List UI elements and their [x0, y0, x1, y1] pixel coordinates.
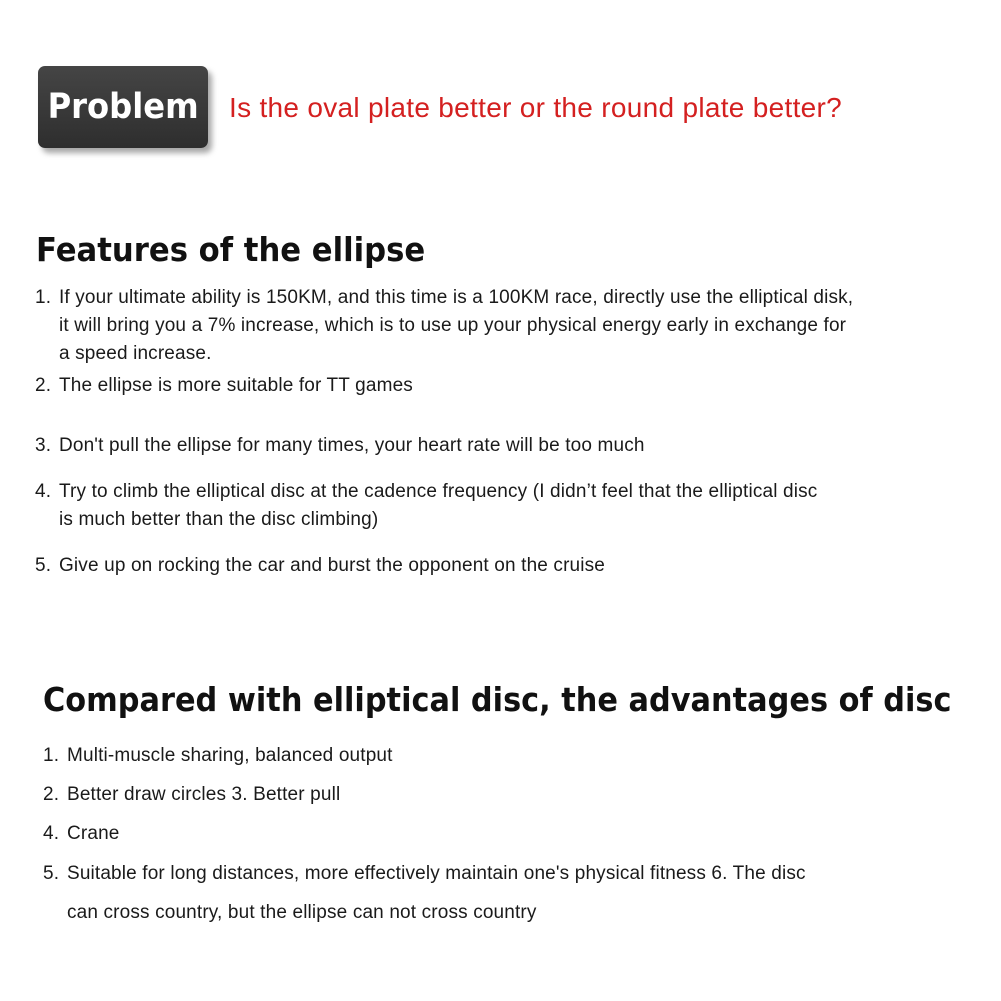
- list-item: [35, 432, 645, 460]
- section-title-disc: Compared with elliptical disc, the advantages of disc: [43, 680, 952, 719]
- list-item: [43, 781, 340, 809]
- item-text-line: can cross country, but the ellipse can not cross country: [67, 902, 537, 923]
- item-number: 2.: [35, 375, 52, 396]
- list-item: [43, 742, 393, 770]
- item-text-line: Suitable for long distances, more effectively maintain one's physical fitness 6. The disc: [67, 863, 806, 884]
- list-item: [35, 552, 605, 580]
- item-text-line: Try to climb the elliptical disc at the cadence frequency (I didn’t feel that the elliptical disc: [59, 481, 818, 502]
- item-number: 3.: [35, 435, 52, 456]
- list-item: [43, 854, 806, 932]
- item-number: 5.: [43, 863, 60, 884]
- problem-badge-label: Problem: [47, 87, 199, 127]
- list-item: [35, 284, 853, 368]
- item-text-line: Don't pull the ellipse for many times, your heart rate will be too much: [59, 435, 645, 456]
- list-item: [43, 820, 120, 848]
- item-number: 1.: [35, 287, 52, 308]
- list-item: [35, 372, 413, 400]
- item-number: 2.: [43, 784, 60, 805]
- problem-question: Is the oval plate better or the round plate better?: [229, 92, 843, 123]
- item-text-line: Better draw circles 3. Better pull: [67, 784, 341, 805]
- item-number: 1.: [43, 745, 60, 766]
- item-text-line: Give up on rocking the car and burst the opponent on the cruise: [59, 555, 606, 576]
- item-text-line: is much better than the disc climbing): [59, 509, 379, 530]
- item-number: 5.: [35, 555, 52, 576]
- item-text-line: Multi-muscle sharing, balanced output: [67, 745, 393, 766]
- section-title-ellipse: Features of the ellipse: [36, 230, 426, 269]
- list-item: [35, 478, 817, 534]
- item-text-line: it will bring you a 7% increase, which is to use up your physical energy early in exchange for: [59, 315, 847, 336]
- item-text-line: If your ultimate ability is 150KM, and this time is a 100KM race, directly use the elliptical disk,: [59, 287, 854, 308]
- problem-badge: [38, 66, 208, 148]
- item-text-line: Crane: [67, 823, 120, 844]
- item-text-line: a speed increase.: [59, 343, 212, 364]
- item-number: 4.: [35, 481, 52, 502]
- item-text-line: The ellipse is more suitable for TT games: [59, 375, 413, 396]
- item-number: 4.: [43, 823, 60, 844]
